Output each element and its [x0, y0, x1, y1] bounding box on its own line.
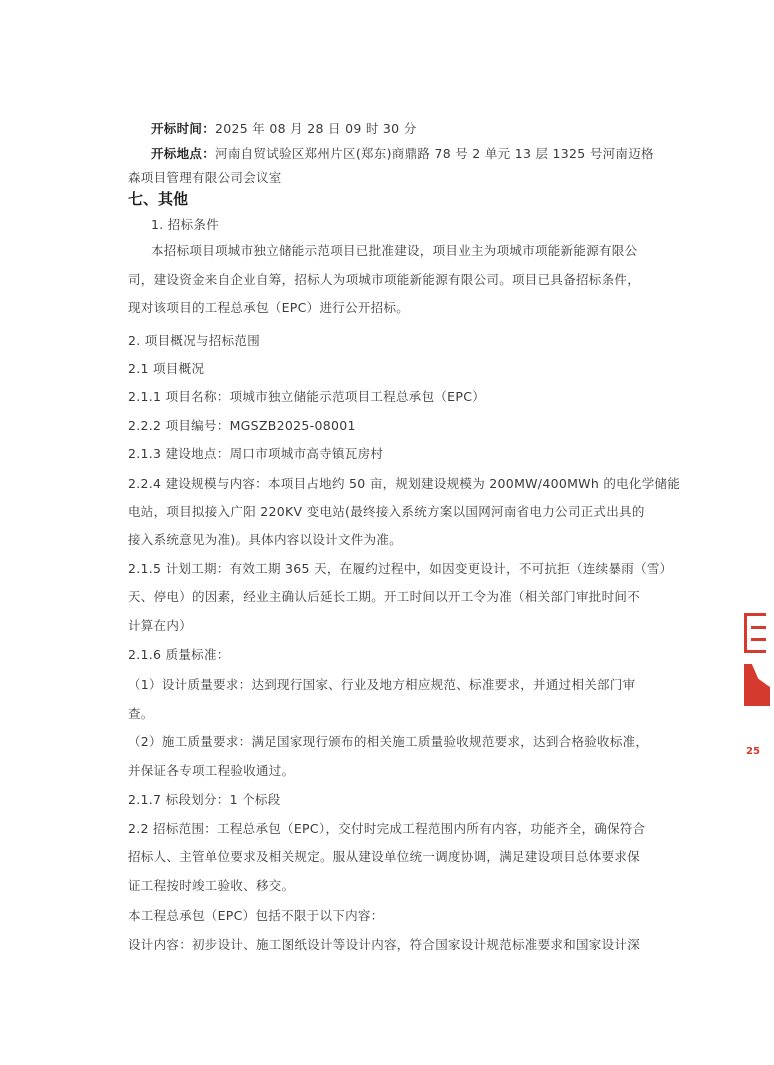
- text-line: 天、停电）的因素，经业主确认后延长工期。开工时间以开工令为准（相关部门审批时间不: [128, 589, 641, 604]
- text-line: 查。: [128, 706, 154, 721]
- text-line: 司，建设资金来自企业自筹，招标人为项城市项能新能源有限公司。项目已具备招标条件，: [128, 272, 641, 287]
- text-line: 1. 招标条件: [151, 217, 219, 232]
- bid-opening-time-value: 2025 年 08 月 28 日 09 时 30 分: [215, 121, 417, 136]
- seal-stamp-fragment: [744, 613, 766, 653]
- text-line: 并保证各专项工程验收通过。: [128, 763, 295, 778]
- text-line: 设计内容：初步设计、施工图纸设计等设计内容，符合国家设计规范标准要求和国家设计深: [128, 937, 641, 952]
- bid-opening-location: [151, 146, 654, 162]
- text-line: 2.2.4 建设规模与内容：本项目占地约 50 亩，规划建设规模为 200MW/400MWh 的电化学储能: [128, 476, 681, 491]
- text-line: 本招标项目项城市独立储能示范项目已批准建设，项目业主为项城市项能新能源有限公: [151, 243, 638, 258]
- text-line: 2.1.1 项目名称：项城市独立储能示范项目工程总承包（EPC）: [128, 389, 486, 404]
- text-line: 电站，项目拟接入广阳 220KV 变电站(最终接入系统方案以国网河南省电力公司正式出具的: [128, 504, 645, 519]
- text-line: 现对该项目的工程总承包（EPC）进行公开招标。: [128, 300, 410, 315]
- text-line: 接入系统意见为准)。具体内容以设计文件为准。: [128, 532, 402, 547]
- text-line: 2.1.7 标段划分：1 个标段: [128, 792, 281, 807]
- text-line: 2.2.2 项目编号：MGSZB2025-08001: [128, 418, 356, 433]
- bid-opening-location-value: 河南自贸试验区郑州片区(郑东)商鼎路 78 号 2 单元 13 层 1325 号河南迈格: [215, 146, 654, 161]
- bid-opening-time-label: 开标时间：: [151, 121, 216, 136]
- seal-stamp-fragment: [744, 664, 770, 706]
- text-line: （2）施工质量要求：满足国家现行颁布的相关施工质量验收规范要求，达到合格验收标准，: [128, 734, 649, 749]
- text-line: 2.1 项目概况: [128, 361, 205, 376]
- text-line: （1）设计质量要求：达到现行国家、行业及地方相应规范、标准要求，并通过相关部门审: [128, 677, 636, 692]
- bid-opening-time: [151, 121, 648, 137]
- text-line: 森项目管理有限公司会议室: [128, 170, 282, 185]
- text-line: 2.1.5 计划工期：有效工期 365 天，在履约过程中，如因变更设计，不可抗拒（连续暴雨（雪）: [128, 561, 673, 576]
- text-line: 计算在内）: [128, 618, 193, 633]
- bid-opening-location-label: 开标地点：: [151, 146, 216, 161]
- text-line: 2.1.6 质量标准：: [128, 647, 230, 662]
- text-line: 2. 项目概况与招标范围: [128, 333, 260, 348]
- text-line: 招标人、主管单位要求及相关规定。服从建设单位统一调度协调，满足建设项目总体要求保: [128, 849, 641, 864]
- text-line: 2.2 招标范围：工程总承包（EPC），交付时完成工程范围内所有内容，功能齐全，确保符合: [128, 821, 646, 836]
- text-line: 2.1.3 建设地点：周口市项城市高寺镇瓦房村: [128, 446, 384, 461]
- text-line: 证工程按时竣工验收、移交。: [128, 878, 295, 893]
- section-heading: 七、其他: [128, 190, 189, 208]
- text-line: 本工程总承包（EPC）包括不限于以下内容：: [128, 908, 384, 923]
- seal-stamp-number: 25: [746, 746, 760, 757]
